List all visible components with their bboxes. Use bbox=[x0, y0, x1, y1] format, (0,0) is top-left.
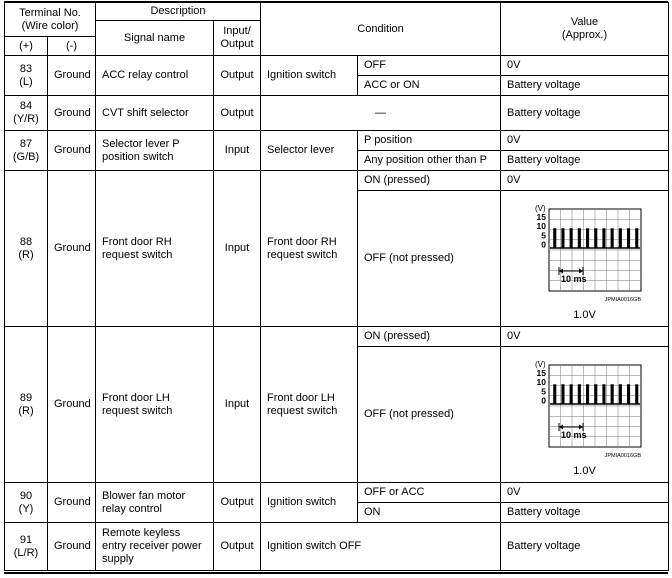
wire-color: (R) bbox=[18, 404, 34, 417]
ground-cell: Ground bbox=[48, 483, 96, 523]
y-tick-label: 15 bbox=[536, 212, 546, 222]
wire-color: (Y/R) bbox=[13, 113, 39, 125]
table-row bbox=[5, 483, 669, 503]
value-cell: Battery voltage bbox=[501, 151, 669, 171]
table-row bbox=[5, 56, 669, 76]
condition-cell: Ignition switch bbox=[261, 56, 358, 96]
sub-condition-cell: Any position other than P bbox=[358, 151, 501, 171]
value-cell: Battery voltage bbox=[501, 96, 669, 131]
condition-cell: Front door RH request switch bbox=[261, 171, 358, 327]
sub-condition-cell: OFF bbox=[358, 56, 501, 76]
io-cell: Output bbox=[214, 483, 261, 523]
io-cell: Input bbox=[214, 171, 261, 327]
condition-cell: Front door LH request switch bbox=[261, 327, 358, 483]
time-scale-label: 10 ms bbox=[560, 274, 587, 284]
sub-condition-cell: OFF or ACC bbox=[358, 483, 501, 503]
wire-color: (G/B) bbox=[12, 150, 40, 163]
signal-name-cell: Blower fan motor relay control bbox=[96, 483, 214, 523]
bottom-rule bbox=[4, 572, 668, 574]
ground-cell: Ground bbox=[48, 327, 96, 483]
wire-color: (L) bbox=[19, 75, 33, 88]
terminal-header bbox=[5, 3, 96, 37]
sub-condition-cell: P position bbox=[358, 131, 501, 151]
terminal-number: 89 bbox=[19, 391, 33, 404]
sub-condition-cell: ON bbox=[358, 503, 501, 523]
io-cell: Output bbox=[214, 96, 261, 131]
terminal-no-label: Terminal No. bbox=[19, 6, 81, 19]
terminal-number: 91 bbox=[19, 533, 33, 546]
waveform-cell bbox=[501, 191, 669, 327]
value-cell: 1.0V bbox=[573, 309, 596, 321]
top-rule bbox=[4, 1, 668, 3]
terminal-table bbox=[4, 2, 669, 571]
plus-header: (+) bbox=[5, 37, 48, 56]
wire-color: (L/R) bbox=[13, 546, 39, 559]
ground-cell: Ground bbox=[48, 131, 96, 171]
y-tick-label: 0 bbox=[540, 395, 546, 406]
wire-color: (Y) bbox=[18, 502, 34, 515]
value-label: Value bbox=[570, 16, 599, 28]
condition-cell: — bbox=[261, 96, 501, 131]
y-unit-label: (V) bbox=[534, 360, 546, 369]
minus-header: (-) bbox=[48, 37, 96, 56]
table-row bbox=[5, 327, 669, 347]
ground-cell: Ground bbox=[48, 523, 96, 571]
value-header bbox=[501, 3, 669, 56]
y-tick-label: 15 bbox=[536, 368, 546, 378]
io-cell: Input bbox=[214, 131, 261, 171]
y-tick-label: 5 bbox=[540, 386, 546, 397]
signal-name-cell: CVT shift selector bbox=[96, 96, 214, 131]
signal-name-cell: Front door LH request switch bbox=[96, 327, 214, 483]
io-header: Input/ Output bbox=[214, 21, 261, 56]
figure-code: JPMIA0016GB bbox=[604, 297, 641, 303]
value-cell: 0V bbox=[501, 171, 669, 191]
y-tick-label: 0 bbox=[540, 239, 546, 250]
ground-cell: Ground bbox=[48, 96, 96, 131]
value-cell: Battery voltage bbox=[501, 503, 669, 523]
table-row bbox=[5, 96, 669, 131]
value-cell: 0V bbox=[501, 327, 669, 347]
terminal-cell bbox=[5, 483, 48, 523]
signal-name-cell: Front door RH request switch bbox=[96, 171, 214, 327]
sub-condition-cell: ON (pressed) bbox=[358, 171, 501, 191]
pulse-waveform-graph bbox=[525, 355, 645, 459]
terminal-cell bbox=[5, 327, 48, 483]
wire-color-label: (Wire color) bbox=[21, 19, 79, 32]
terminal-cell bbox=[5, 523, 48, 571]
signal-name-cell: Selector lever P position switch bbox=[96, 131, 214, 171]
terminal-cell bbox=[5, 96, 48, 131]
waveform-cell bbox=[501, 347, 669, 483]
value-cell: Battery voltage bbox=[501, 76, 669, 96]
value-cell: 1.0V bbox=[573, 465, 596, 477]
figure-code: JPMIA0016GB bbox=[604, 453, 641, 459]
terminal-number: 83 bbox=[19, 62, 33, 75]
signal-name-header: Signal name bbox=[96, 21, 214, 56]
sub-condition-cell: OFF (not pressed) bbox=[358, 347, 501, 483]
sub-condition-cell: ACC or ON bbox=[358, 76, 501, 96]
io-cell: Output bbox=[214, 523, 261, 571]
terminal-number: 90 bbox=[19, 489, 33, 502]
y-tick-label: 10 bbox=[536, 377, 546, 388]
signal-name-cell: ACC relay control bbox=[96, 56, 214, 96]
terminal-cell bbox=[5, 131, 48, 171]
y-tick-label: 5 bbox=[540, 230, 546, 241]
ground-cell: Ground bbox=[48, 56, 96, 96]
table-row bbox=[5, 171, 669, 191]
value-cell: 0V bbox=[501, 131, 669, 151]
value-cell: 0V bbox=[501, 56, 669, 76]
y-tick-label: 10 bbox=[536, 221, 546, 232]
io-cell: Input bbox=[214, 327, 261, 483]
terminal-number: 88 bbox=[19, 235, 33, 248]
description-header: Description bbox=[96, 3, 261, 21]
terminal-number: 84 bbox=[19, 100, 33, 112]
signal-name-cell: Remote keyless entry receiver power supply bbox=[96, 523, 214, 571]
value-cell: Battery voltage bbox=[501, 523, 669, 571]
sub-condition-cell: ON (pressed) bbox=[358, 327, 501, 347]
ground-cell: Ground bbox=[48, 171, 96, 327]
terminal-cell bbox=[5, 56, 48, 96]
condition-header: Condition bbox=[261, 3, 501, 56]
condition-cell: Ignition switch OFF bbox=[261, 523, 501, 571]
condition-cell: Selector lever bbox=[261, 131, 358, 171]
table-row bbox=[5, 131, 669, 151]
wire-color: (R) bbox=[18, 248, 34, 261]
time-scale-label: 10 ms bbox=[560, 430, 587, 440]
terminal-number: 87 bbox=[19, 137, 33, 150]
sub-condition-cell: OFF (not pressed) bbox=[358, 191, 501, 327]
y-unit-label: (V) bbox=[534, 204, 546, 213]
table-row bbox=[5, 523, 669, 571]
condition-cell: Ignition switch bbox=[261, 483, 358, 523]
io-cell: Output bbox=[214, 56, 261, 96]
approx-label: (Approx.) bbox=[561, 29, 608, 41]
terminal-cell bbox=[5, 171, 48, 327]
value-cell: 0V bbox=[501, 483, 669, 503]
pulse-waveform-graph bbox=[525, 199, 645, 303]
